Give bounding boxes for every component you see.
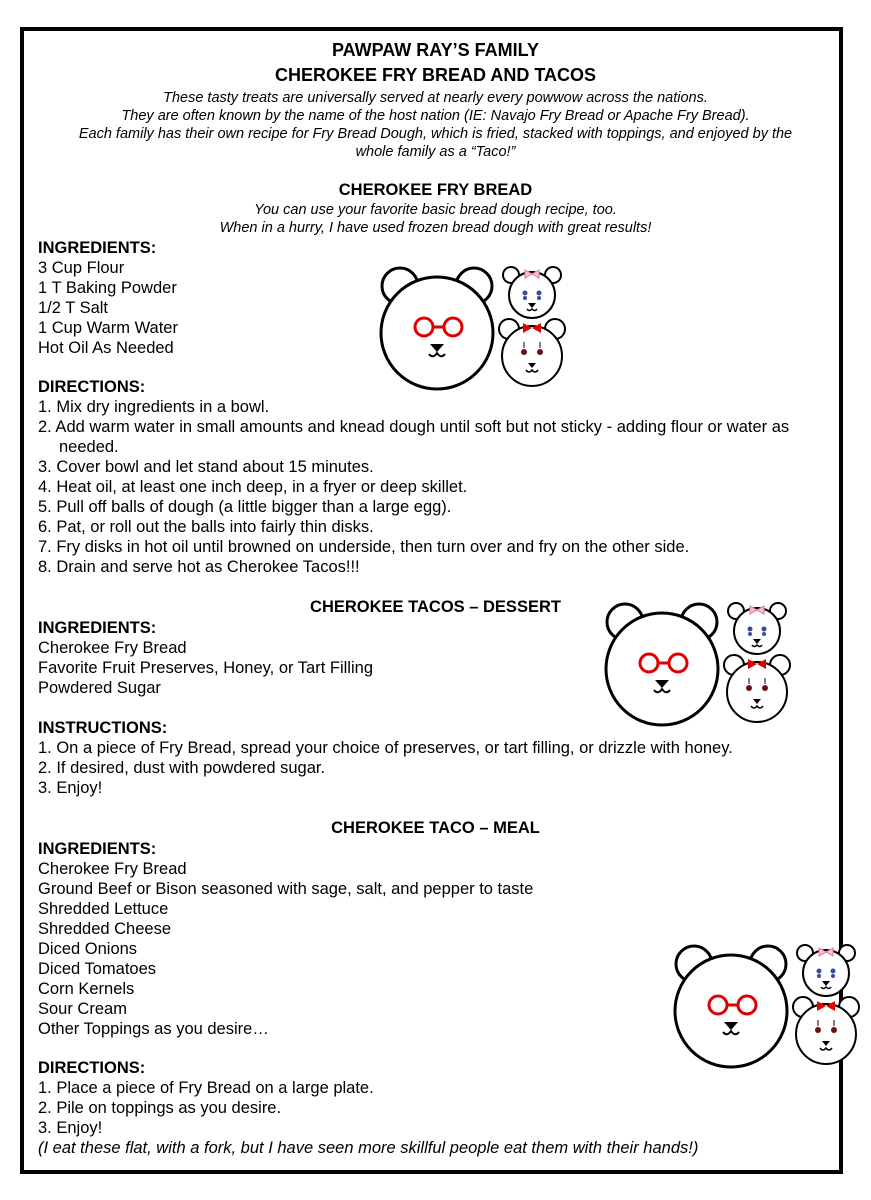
- girl-bear-icon: [797, 945, 855, 996]
- meal-directions-list: [38, 1078, 698, 1158]
- list-item: Powdered Sugar: [38, 679, 161, 697]
- list-item: 2. If desired, dust with powdered sugar.: [38, 759, 326, 777]
- list-item: 1 Cup Warm Water: [38, 319, 178, 337]
- list-item: Diced Tomatoes: [38, 960, 157, 978]
- intro-line: These tasty treats are universally served at nearly every powwow across the nations.: [163, 90, 708, 106]
- bear-family-illustration: [603, 598, 813, 730]
- list-item: Hot Oil As Needed: [38, 339, 174, 357]
- list-item: Favorite Fruit Preserves, Honey, or Tart Filling: [38, 659, 373, 677]
- intro-line: Each family has their own recipe for Fry Bread Dough, which is fried, stacked with toppings, and enjoyed by the: [78, 126, 793, 142]
- list-item: Diced Onions: [38, 940, 138, 958]
- list-item: 1. Place a piece of Fry Bread on a large plate.: [38, 1079, 374, 1097]
- fry-bread-ingredients-heading: INGREDIENTS:: [38, 239, 157, 257]
- dessert-ingredients-list: [38, 638, 373, 698]
- fry-bread-note: When in a hurry, I have used frozen bread dough with great results!: [219, 220, 652, 236]
- list-item: 2. Add warm water in small amounts and knead dough until soft but not sticky - adding flour or water as: [38, 418, 790, 436]
- meal-directions-heading: DIRECTIONS:: [38, 1059, 146, 1077]
- meal-ingredients-heading: INGREDIENTS:: [38, 840, 157, 858]
- list-item: 6. Pat, or roll out the balls into fairly thin disks.: [38, 518, 374, 536]
- bear-family-illustration: [672, 940, 867, 1072]
- girl-bear-icon: [503, 267, 561, 318]
- meal-title: CHEROKEE TACO – MEAL: [331, 819, 540, 837]
- dessert-instructions-list: [38, 738, 733, 798]
- list-item: Cherokee Fry Bread: [38, 639, 187, 657]
- meal-closing-note: (I eat these flat, with a fork, but I have seen more skillful people eat them with their hands!): [38, 1139, 699, 1157]
- list-item: 1. Mix dry ingredients in a bowl.: [38, 398, 270, 416]
- list-item: Sour Cream: [38, 1000, 127, 1018]
- list-item: 3. Cover bowl and let stand about 15 minutes.: [38, 458, 374, 476]
- list-item: 3. Enjoy!: [38, 779, 103, 797]
- list-item: Ground Beef or Bison seasoned with sage, salt, and pepper to taste: [38, 880, 534, 898]
- list-item: 3. Enjoy!: [38, 1119, 103, 1137]
- dessert-instructions-heading: INSTRUCTIONS:: [38, 719, 168, 737]
- list-item: 4. Heat oil, at least one inch deep, in a fryer or deep skillet.: [38, 478, 468, 496]
- list-item: 8. Drain and serve hot as Cherokee Tacos!!!: [38, 558, 360, 576]
- list-item: Other Toppings as you desire…: [38, 1020, 269, 1038]
- girl-bear-icon: [728, 603, 786, 654]
- intro-line: whole family as a “Taco!”: [355, 144, 516, 160]
- dessert-ingredients-heading: INGREDIENTS:: [38, 619, 157, 637]
- fry-bread-ingredients-list: [38, 258, 178, 358]
- boy-bear-icon: [499, 319, 565, 386]
- big-bear-icon: [675, 946, 787, 1067]
- list-item: 1 T Baking Powder: [38, 279, 177, 297]
- boy-bear-icon: [793, 997, 859, 1064]
- boy-bear-icon: [724, 655, 790, 722]
- list-item: 1/2 T Salt: [38, 299, 109, 317]
- bear-family-illustration: [378, 262, 588, 394]
- fry-bread-directions-heading: DIRECTIONS:: [38, 378, 146, 396]
- page-title-line2: CHEROKEE FRY BREAD AND TACOS: [274, 65, 597, 85]
- meal-ingredients-list: [38, 859, 533, 1039]
- list-item: Shredded Lettuce: [38, 900, 169, 918]
- list-item: 2. Pile on toppings as you desire.: [38, 1099, 282, 1117]
- page-title-line1: PAWPAW RAY’S FAMILY: [331, 40, 540, 60]
- list-item: Corn Kernels: [38, 980, 135, 998]
- list-item: needed.: [59, 438, 119, 456]
- big-bear-icon: [606, 604, 718, 725]
- fry-bread-title: CHEROKEE FRY BREAD: [338, 181, 533, 199]
- list-item: Cherokee Fry Bread: [38, 860, 187, 878]
- fry-bread-note: You can use your favorite basic bread dough recipe, too.: [254, 202, 617, 218]
- fry-bread-directions-list: [38, 397, 789, 577]
- list-item: Shredded Cheese: [38, 920, 172, 938]
- intro-line: They are often known by the name of the host nation (IE: Navajo Fry Bread or Apache Fry Bread).: [121, 108, 750, 124]
- list-item: 1. On a piece of Fry Bread, spread your choice of preserves, or tart filling, or drizzle with honey.: [38, 739, 733, 757]
- list-item: 5. Pull off balls of dough (a little bigger than a large egg).: [38, 498, 452, 516]
- dessert-title: CHEROKEE TACOS – DESSERT: [310, 598, 561, 616]
- list-item: 7. Fry disks in hot oil until browned on underside, then turn over and fry on the other side.: [38, 538, 690, 556]
- big-bear-icon: [381, 268, 493, 389]
- list-item: 3 Cup Flour: [38, 259, 125, 277]
